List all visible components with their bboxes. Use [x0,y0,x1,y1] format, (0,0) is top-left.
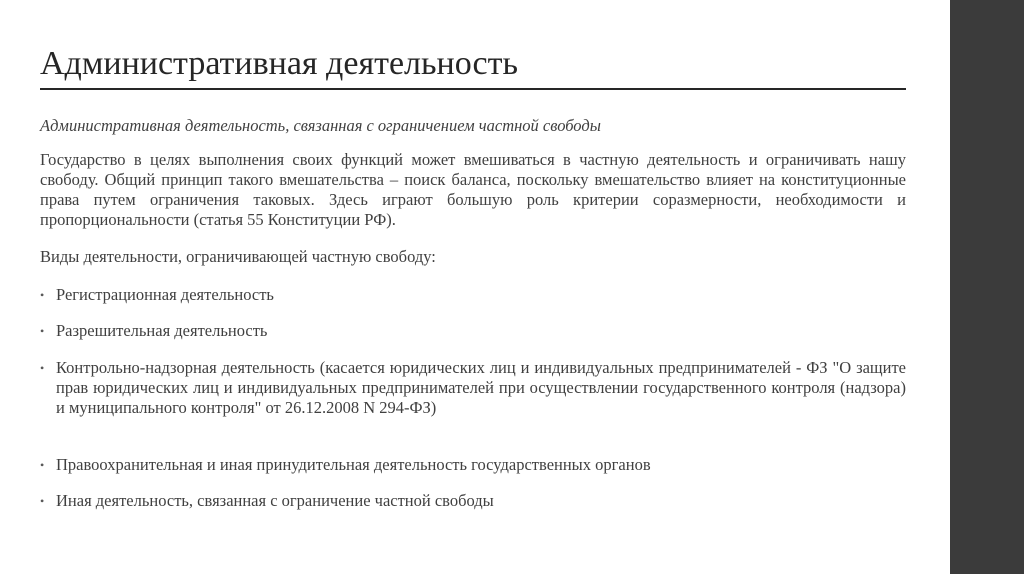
list-item-text: Контрольно-надзорная деятельность (касается юридических лиц и индивидуальных предпринимателей - ФЗ "О защите прав юридических лиц и индивидуальных предпринимателей при осуществлении государственного контроля (надзора) и муниципального контроля" от 26.12.2008 N 294-ФЗ) [56,358,906,417]
bullet-icon: • [40,361,45,375]
bullet-icon: • [40,494,45,508]
slide-content [40,0,906,574]
list-item-text: Правоохранительная и иная принудительная деятельность государственных органов [56,455,651,474]
list-item-text: Разрешительная деятельность [56,321,268,340]
slide-title: Административная деятельность [40,45,519,82]
bullet-icon: • [40,458,45,472]
title-underline [40,88,906,90]
list-intro: Виды деятельности, ограничивающей частную свободу: [40,247,436,266]
intro-paragraph: Государство в целях выполнения своих функций может вмешиваться в частную деятельность и ограничивать нашу свободу. Общий принцип такого вмешательства – поиск баланса, поскольку вмешательство влияет на конституционные права путем ограничения таковых. Здесь играют большую роль критерии соразмерности, необходимости и пропорциональности (статья 55 Конституции РФ). [40,150,906,229]
side-bar [950,0,1024,574]
slide-subtitle: Административная деятельность, связанная с ограничением частной свободы [40,116,601,135]
list-item-text: Регистрационная деятельность [56,285,274,304]
bullet-icon: • [40,324,45,338]
list-item-text: Иная деятельность, связанная с ограничение частной свободы [56,491,494,510]
bullet-icon: • [40,288,45,302]
